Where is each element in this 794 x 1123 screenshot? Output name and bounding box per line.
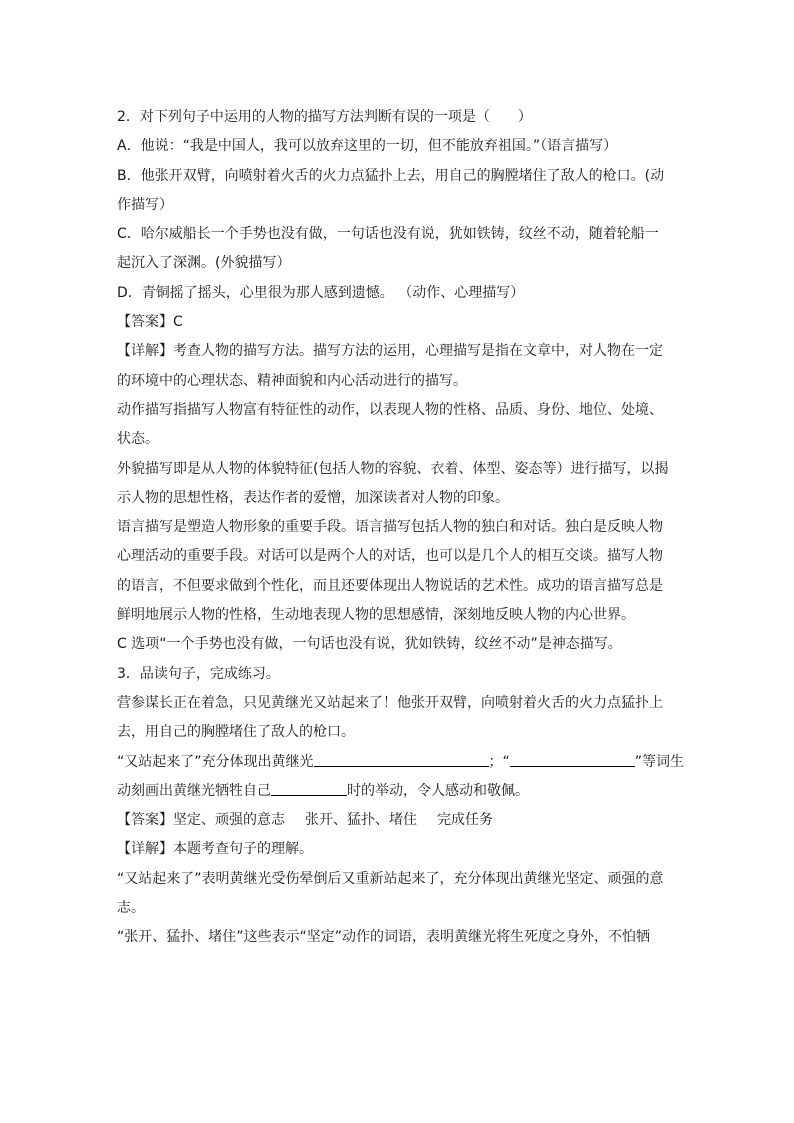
answer-label: 【答案】: [117, 812, 173, 829]
option-c: C．哈尔威船长一个手势也没有做，一句话也没有说，犹如铁铸，纹丝不动，随着轮船一: [117, 226, 659, 243]
passage-line: 营参谋长正在着急，只见黄继光又站起来了！他张开双臂，向喷射着火舌的火力点猛扑上: [117, 694, 663, 711]
explanation-line: C 选项“一个手势也没有做，一句话也没有说，犹如铁铸，纹丝不动”是神态描写。: [117, 636, 622, 653]
explanation-line: 语言描写是塑造人物形象的重要手段。语言描写包括人物的独白和对话。独白是反映人物: [117, 519, 663, 536]
explanation-line: 心理活动的重要手段。对话可以是两个人的对话，也可以是几个人的相互交谈。描写人物: [117, 548, 663, 565]
page-content: [117, 103, 685, 953]
question-2-stem: 2．对下列句子中运用的人物的描写方法判断有误的一项是（ ）: [117, 109, 532, 125]
question-2-answer: 【答案】C: [117, 314, 183, 331]
fill-text: 时的举动，令人感动和敬佩。: [347, 782, 529, 799]
question-3-answer: [117, 806, 673, 835]
passage-line: 去，用自己的胸膛堵住了敌人的枪口。: [117, 724, 355, 741]
fill-text: 动刻画出黄继光牺牲自己: [117, 782, 271, 799]
explanation-line: 的语言，不但要求做到个性化，而且还要体现出人物说话的艺术性。成功的语言描写总是: [117, 577, 663, 594]
explanation-line: 【详解】考查人物的描写方法。描写方法的运用，心理描写是指在文章中，对人物在一定: [117, 343, 663, 360]
fill-text: “又站起来了”充分体现出黄继光: [117, 753, 314, 770]
explanation-line: 状态。: [117, 431, 159, 448]
fill-text: ”等词生: [634, 753, 685, 770]
answer-item: 坚定、顽强的意志: [173, 812, 285, 829]
fill-in-line-2: [117, 777, 673, 806]
explanation-line: 的环境中的心理状态、精神面貌和内心活动进行的描写。: [117, 372, 467, 389]
question-3-stem: 3．品读句子，完成练习。: [117, 665, 280, 682]
explanation-line: 【详解】本题考查句子的理解。: [117, 841, 313, 858]
explanation-line: “张开、猛扑、堵住”这些表示“坚定”动作的词语，表明黄继光将生死度之身外，不怕牺: [117, 929, 651, 946]
explanation-line: 动作描写指描写人物富有特征性的动作，以表现人物的性格、品质、身份、地位、处境、: [117, 401, 663, 418]
answer-blank[interactable]: [314, 751, 489, 767]
option-c-continued: 起沉入了深渊。(外貌描写）: [117, 255, 291, 272]
option-b-continued: 作描写）: [117, 196, 173, 213]
answer-item: 张开、猛扑、堵住: [305, 812, 417, 829]
explanation-line: 示人物的思想性格，表达作者的爱憎，加深读者对人物的印象。: [117, 489, 509, 506]
answer-item: 完成任务: [437, 812, 493, 829]
explanation-line: 志。: [117, 900, 145, 917]
explanation-line: 外貌描写即是从人物的体貌特征(包括人物的容貌、衣着、体型、姿态等）进行描写，以揭: [117, 460, 669, 477]
option-b: B．他张开双臂，向喷射着火舌的火力点猛扑上去，用自己的胸膛堵住了敌人的枪口。(动: [117, 167, 665, 184]
answer-blank[interactable]: [271, 780, 347, 796]
fill-in-line-1: [117, 748, 685, 777]
explanation-line: 鲜明地展示人物的性格，生动地表现人物的思想感情，深刻地反映人物的内心世界。: [117, 607, 635, 624]
fill-text: ；“: [488, 753, 510, 770]
answer-blank[interactable]: [510, 751, 635, 767]
explanation-line: “又站起来了”表明黄继光受伤晕倒后又重新站起来了，充分体现出黄继光坚定、顽强的意: [117, 870, 664, 887]
option-d: D．青铜摇了摇头，心里很为那人感到遗憾。 （动作、心理描写）: [117, 284, 525, 301]
option-a: A．他说：“我是中国人，我可以放弃这里的一切，但不能放弃祖国。”（语言描写）: [117, 138, 618, 155]
